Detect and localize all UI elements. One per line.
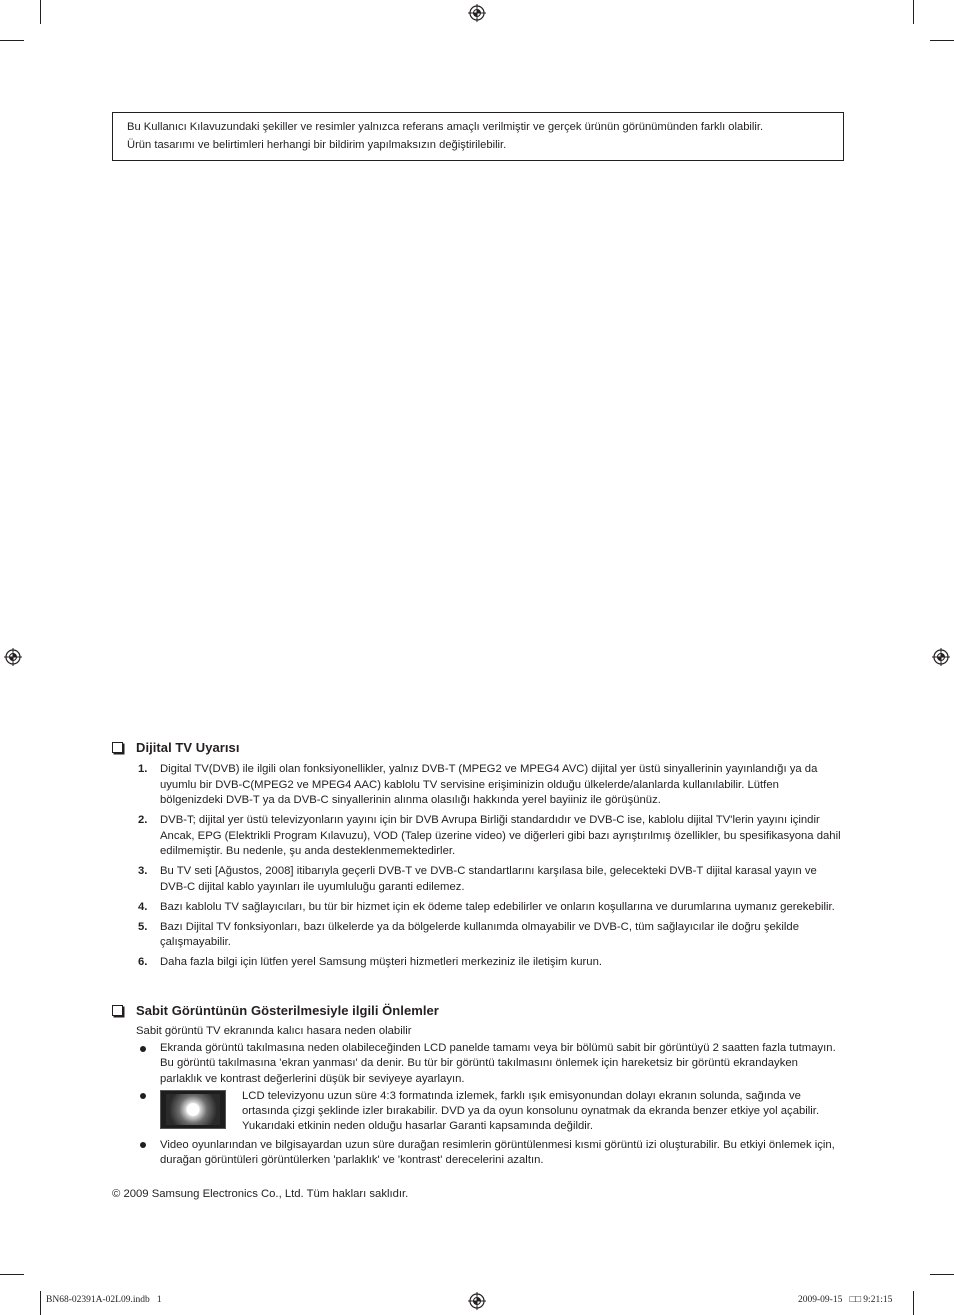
section-title-still-image [112, 1003, 439, 1018]
registration-mark-icon [932, 648, 950, 666]
section-title-text: Sabit Görüntünün Gösterilmesiyle ilgili Önlemler [136, 1003, 439, 1018]
registration-mark-icon [468, 4, 486, 22]
tv-screen-thumbnail-icon [160, 1090, 226, 1129]
item-number: 5. [138, 920, 148, 933]
crop-mark [930, 1274, 954, 1275]
crop-mark [913, 0, 914, 24]
flower-image [166, 1094, 220, 1125]
item-text: Bu TV seti [Ağustos, 2008] itibarıyla geçerli DVB-T ve DVB-C standartlarını karşılasa bile, gelecekteki DVB-T dijital karasal yayın ve DVB-C dijital kablo yayınları ile uyumluluğu garanti edilemez. [160, 865, 817, 893]
section-title-text: Dijital TV Uyarısı [136, 740, 240, 755]
bullet-item [136, 1138, 842, 1169]
item-text: DVB-T; dijital yer üstü televizyonların yayını için bir DVB Avrupa Birliği standardıdır ve DVB-C ise, kablolu dijital TV'lerin yayını içindir Ancak, EPG (Elektrikli Program Kılavuzu), VOD (Talep üzerine video) ve diğerleri gibi bazı ayrıştırılmış özellikler, bu spesifikasyona dahil edilmemiştir. Bu nedenle, şu anda desteklenmemektedirler. [160, 814, 841, 858]
footer-file-info: BN68-02391A-02L09.indb 1 [46, 1295, 162, 1305]
crop-mark [0, 1274, 24, 1275]
item-number: 1. [138, 763, 148, 775]
list-item [136, 762, 842, 809]
item-number: 2. [138, 814, 148, 827]
bullet-dot-icon [140, 1093, 146, 1099]
item-text: Bazı kablolu TV sağlayıcıları, bu tür bir hizmet için ek ödeme talep edebilirler ve onların koşullarına ve durumlarına uymanız gerekebilir. [160, 900, 835, 913]
item-number: 6. [138, 956, 148, 969]
crop-mark [930, 40, 954, 41]
item-text: Daha fazla bilgi için lütfen yerel Samsung müşteri hizmetleri merkeziniz ile iletişim kurun. [160, 956, 603, 969]
copyright-notice: © 2009 Samsung Electronics Co., Ltd. Tüm hakları saklıdır. [112, 1188, 409, 1200]
footer-timestamp: 2009-09-15 □□ 9:21:15 [798, 1295, 893, 1305]
section-title-digital-tv [112, 740, 240, 755]
bullet-text: LCD televizyonu uzun süre 4:3 formatında izlemek, farklı ışık emisyonundan dolayı ekranın solunda, sağında ve ortasında çizgi şeklinde izler bırakabilir. DVD ya da oyun konsolunu oynatmak da ekranda benzer etkiye yol açabilir. Yukarıdaki etkinin neden olduğu hasarlar Garanti kapsamında değildir. [242, 1089, 820, 1133]
list-item [136, 864, 842, 895]
list-item [136, 900, 842, 916]
checkbox-square-icon [112, 1005, 123, 1016]
item-number: 3. [138, 865, 148, 878]
checkbox-square-icon [112, 742, 123, 753]
registration-mark-icon [4, 648, 22, 666]
list-item [136, 955, 842, 971]
crop-mark [0, 40, 24, 41]
item-text: Digital TV(DVB) ile ilgili olan fonksiyonellikler, yalnız DVB-T (MPEG2 ve MPEG4 AVC) dijital yer üstü sinyallerinin yayınlandığı ya da uyumlu bir DVB-C(MPEG2 ve MPEG4 AAC) kablolu TV servisine erişiminizin olduğu ülkelerde/alanlarda kullanılabilir. Lütfen bölgenizdeki DVB-T ya da DVB-C sinyallerinin alınma olasılığı hakkında yerel bayiiniz ile görüşünüz. [160, 763, 818, 807]
disclaimer-line: Bu Kullanıcı Kılavuzundaki şekiller ve resimler yalnızca referans amaçlı verilmiştir ve gerçek ürünün görünümünden farklı olabilir. [127, 121, 764, 133]
bullet-dot-icon [140, 1142, 146, 1148]
digital-tv-list [136, 762, 842, 975]
crop-mark [913, 1291, 914, 1315]
list-item [136, 813, 842, 860]
still-image-bullets [136, 1041, 842, 1170]
bullet-text: Video oyunlarından ve bilgisayardan uzun süre durağan resimlerin görüntülenmesi kısmi görüntü izi oluşturabilir. Bu etkiyi önlemek için, durağan görüntüleri görüntülerken 'parlaklık' ve 'kontrast' derecelerini azaltın. [160, 1138, 835, 1167]
item-text: Bazı Dijital TV fonksiyonları, bazı ülkelerde ya da bölgelerde kullanımda olmayabilir ve DVB-C, tüm sağlayıcılar ile doğru şekilde çalışmayabilir. [160, 920, 799, 949]
registration-mark-icon [468, 1292, 486, 1310]
disclaimer-line: Ürün tasarımı ve belirtimleri herhangi bir bildirim yapılmaksızın değiştirilebilir. [127, 138, 507, 151]
crop-mark [40, 0, 41, 24]
list-item [136, 920, 842, 951]
disclaimer-box [112, 112, 844, 161]
bullet-item [136, 1089, 842, 1135]
bullet-dot-icon [140, 1046, 146, 1052]
item-number: 4. [138, 900, 148, 913]
bullet-text: Ekranda görüntü takılmasına neden olabileceğinden LCD panelde tamamı veya bir bölümü sabit bir görüntüyü 2 saatten fazla tutmayın. Bu görüntü takılmasına 'ekran yanması' da denir. Bu tür bir görüntü takılmasını önlemek için hareketsiz bir görüntü ekrandayken parlaklık ve kontrast değerlerini düşük bir seviyeye ayarlayın. [160, 1042, 836, 1085]
crop-mark [40, 1291, 41, 1315]
section-subtitle: Sabit görüntü TV ekranında kalıcı hasara neden olabilir [136, 1025, 412, 1037]
bullet-item [136, 1041, 842, 1087]
